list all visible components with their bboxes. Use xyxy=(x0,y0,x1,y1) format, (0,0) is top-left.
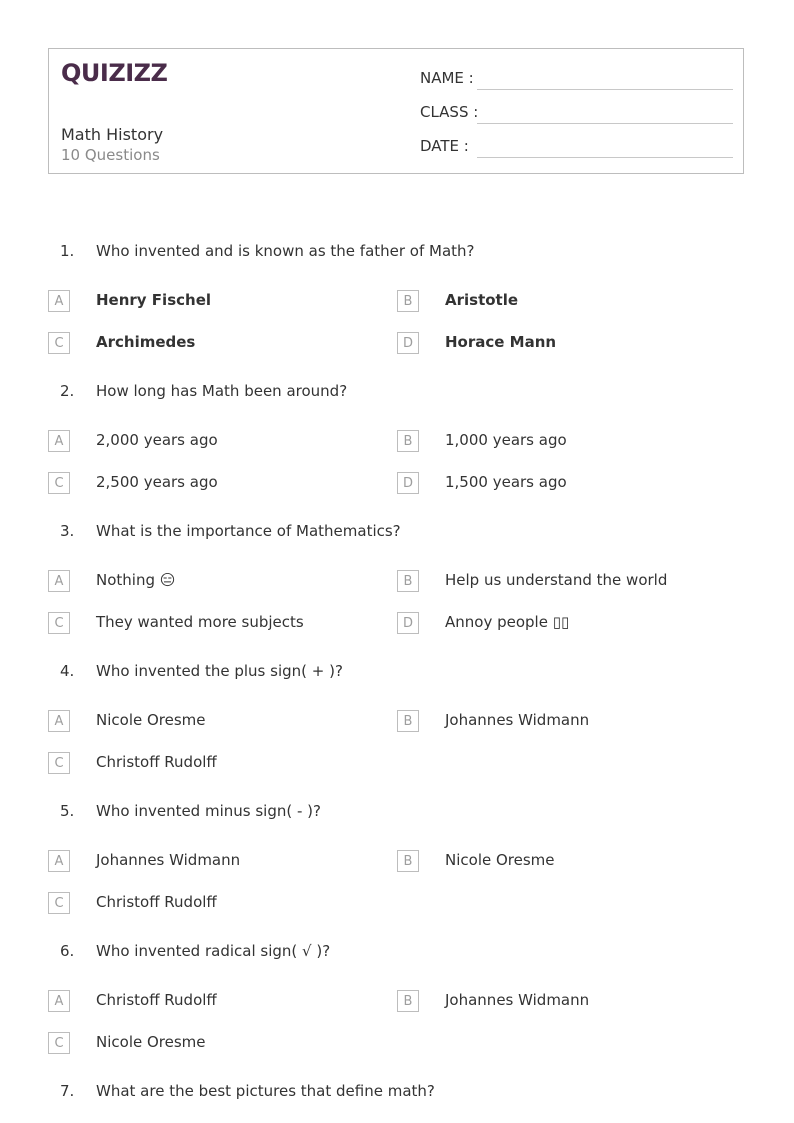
option-text: Christoff Rudolff xyxy=(96,753,217,771)
option-letter-box[interactable]: B xyxy=(397,850,419,872)
option-text: 1,500 years ago xyxy=(445,473,567,491)
question-text: Who invented the plus sign( + )? xyxy=(96,662,343,680)
option-text: 1,000 years ago xyxy=(445,431,567,449)
option-text: Aristotle xyxy=(445,291,519,309)
question-text: Who invented and is known as the father of Math? xyxy=(96,242,475,260)
option-text: Nicole Oresme xyxy=(96,711,206,729)
option-text: Johannes Widmann xyxy=(445,991,590,1009)
option-letter-box[interactable]: C xyxy=(48,332,70,354)
option-text: Johannes Widmann xyxy=(96,851,241,869)
quizizz-logo: QUIZIZZ xyxy=(61,59,168,87)
option-text: Annoy people ▯▯ xyxy=(445,613,570,631)
option-text: Christoff Rudolff xyxy=(96,991,217,1009)
date-field[interactable] xyxy=(477,157,733,158)
option-text: Horace Mann xyxy=(445,333,557,351)
question-number: 3. xyxy=(60,522,75,540)
question-text: Who invented radical sign( √ )? xyxy=(96,942,331,960)
option-text: Christoff Rudolff xyxy=(96,893,217,911)
option-letter-box[interactable]: B xyxy=(397,710,419,732)
worksheet-title: Math History xyxy=(61,125,164,144)
option-letter-box[interactable]: B xyxy=(397,430,419,452)
question-number: 6. xyxy=(60,942,75,960)
option-text: Help us understand the world xyxy=(445,571,668,589)
question-text: What are the best pictures that define math? xyxy=(96,1082,435,1100)
option-text: Johannes Widmann xyxy=(445,711,590,729)
worksheet-header xyxy=(48,48,744,174)
option-letter-box[interactable]: C xyxy=(48,892,70,914)
option-letter-box[interactable]: D xyxy=(397,332,419,354)
question-text: How long has Math been around? xyxy=(96,382,348,400)
option-letter-box[interactable]: D xyxy=(397,612,419,634)
class-field[interactable] xyxy=(477,123,733,124)
question-number: 4. xyxy=(60,662,75,680)
option-text: Archimedes xyxy=(96,333,196,351)
option-text: 2,000 years ago xyxy=(96,431,218,449)
option-letter-box[interactable]: A xyxy=(48,290,70,312)
option-text: Nicole Oresme xyxy=(445,851,555,869)
option-text: 2,500 years ago xyxy=(96,473,218,491)
option-letter-box[interactable]: A xyxy=(48,850,70,872)
class-label: CLASS : xyxy=(420,103,479,121)
option-letter-box[interactable]: C xyxy=(48,752,70,774)
option-text: Nicole Oresme xyxy=(96,1033,206,1051)
option-letter-box[interactable]: B xyxy=(397,990,419,1012)
option-letter-box[interactable]: C xyxy=(48,472,70,494)
option-letter-box[interactable]: D xyxy=(397,472,419,494)
option-letter-box[interactable]: A xyxy=(48,710,70,732)
name-field[interactable] xyxy=(477,89,733,90)
question-number: 2. xyxy=(60,382,75,400)
option-letter-box[interactable]: B xyxy=(397,570,419,592)
question-number: 5. xyxy=(60,802,75,820)
date-label: DATE : xyxy=(420,137,469,155)
question-number: 7. xyxy=(60,1082,75,1100)
option-letter-box[interactable]: A xyxy=(48,430,70,452)
option-text: Nothing 😑 xyxy=(96,571,176,589)
question-text: What is the importance of Mathematics? xyxy=(96,522,401,540)
option-letter-box[interactable]: A xyxy=(48,570,70,592)
name-label: NAME : xyxy=(420,69,474,87)
option-letter-box[interactable]: A xyxy=(48,990,70,1012)
option-letter-box[interactable]: C xyxy=(48,1032,70,1054)
question-number: 1. xyxy=(60,242,75,260)
question-text: Who invented minus sign( - )? xyxy=(96,802,321,820)
question-count: 10 Questions xyxy=(61,146,160,164)
option-letter-box[interactable]: C xyxy=(48,612,70,634)
option-text: They wanted more subjects xyxy=(96,613,304,631)
option-text: Henry Fischel xyxy=(96,291,212,309)
option-letter-box[interactable]: B xyxy=(397,290,419,312)
